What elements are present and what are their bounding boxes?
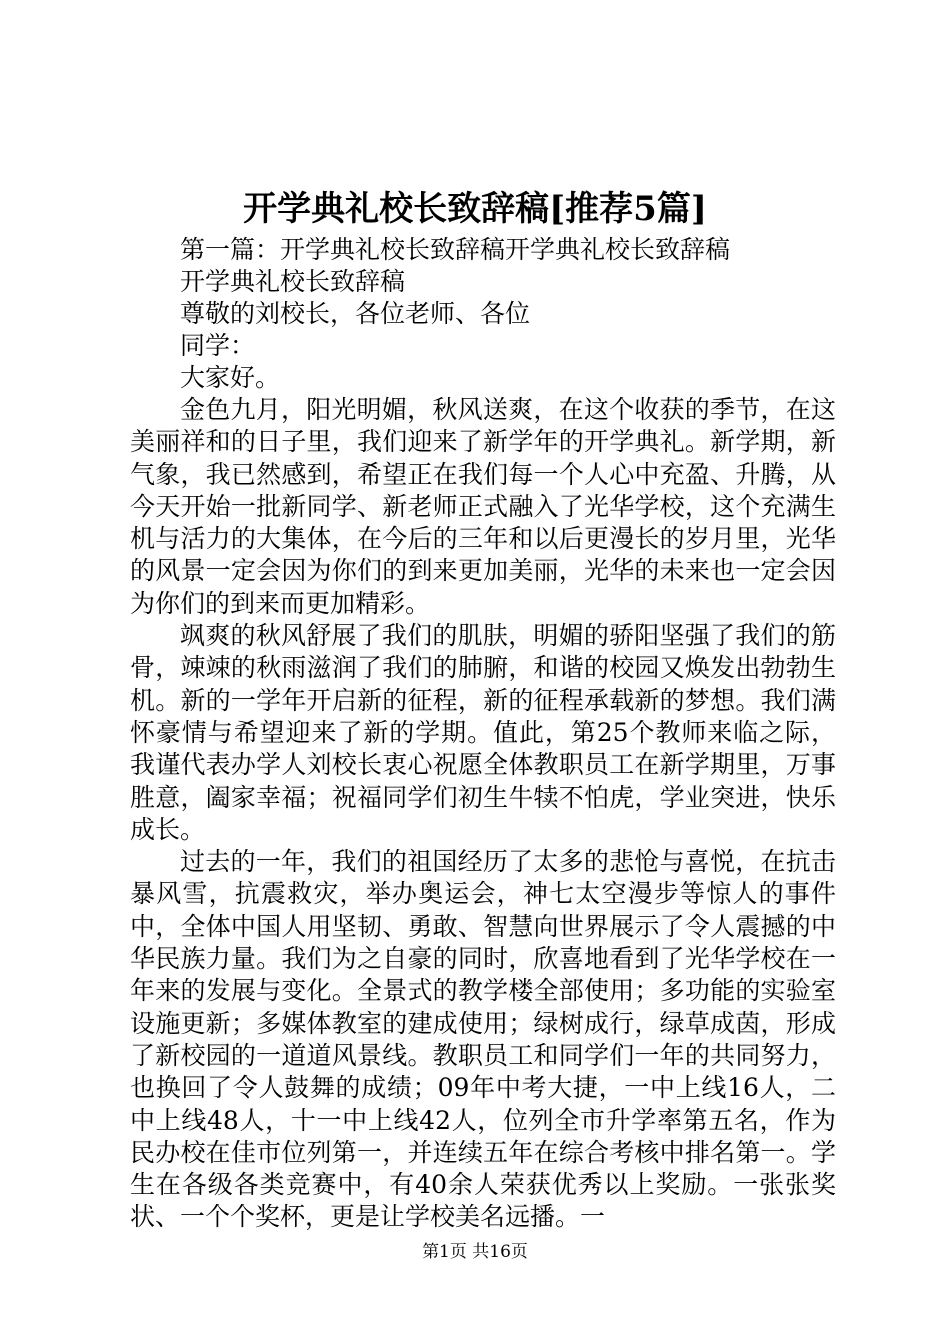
salutation-line: 尊敬的刘校长，各位老师、各位 <box>180 299 531 328</box>
greeting-line: 大家好。 <box>180 363 281 392</box>
paragraph: 过去的一年，我们的祖国经历了太多的悲怆与喜悦，在抗击暴风雪，抗震救灾，举办奥运会，神七太空漫步等惊人的事件中，全体中国人用坚韧、勇敢、智慧向世界展示了令人震撼的中华民族力量。我们为之自豪的同时，欣喜地看到了光华学校在一年来的发展与变化。全景式的教学楼全部使用；多功能的实验室设施更新；多媒体教室的建成使用；绿树成行，绿草成茵，形成了新校园的一道道风景线。教职员工和同学们一年的共同努力，也换回了令人鼓舞的成绩；09年中考大捷，一中上线16人，二中上线48人，十一中上线42人，位列全市升学率第五名，作为民办校在佳市位列第一，并连续五年在综合考核中排名第一。学生在各级各类竞赛中，有40余人荣获优秀以上奖励。一张张奖状、一个个奖杯，更是让学校美名远播。一 <box>130 847 836 1232</box>
heading-line: 第一篇：开学典礼校长致辞稿开学典礼校长致辞稿 <box>180 235 731 264</box>
heading-line: 开学典礼校长致辞稿 <box>180 267 406 296</box>
page-footer: 第1页 共16页 <box>422 1242 528 1262</box>
paragraph: 金色九月，阳光明媚，秋风送爽，在这个收获的季节，在这美丽祥和的日子里，我们迎来了新学年的开学典礼。新学期，新气象，我已然感到，希望正在我们每一个人心中充盈、升腾，从今天开始一批新同学、新老师正式融入了光华学校，这个充满生机与活力的大集体，在今后的三年和以后更漫长的岁月里，光华的风景一定会因为你们的到来更加美丽，光华的未来也一定会因为你们的到来而更加精彩。 <box>130 395 836 618</box>
document-title: 开学典礼校长致辞稿[推荐5篇] <box>243 189 707 229</box>
salutation-line: 同学： <box>180 331 256 360</box>
paragraph: 飒爽的秋风舒展了我们的肌肤，明媚的骄阳坚强了我们的筋骨，竦竦的秋雨滋润了我们的肺腑，和谐的校园又焕发出勃勃生机。新的一学年开启新的征程，新的征程承载新的梦想。我们满怀豪情与希望迎来了新的学期。值此，第25个教师来临之际，我谨代表办学人刘校长衷心祝愿全体教职员工在新学期里，万事胜意，阖家幸福；祝福同学们初生牛犊不怕虎，学业突进，快乐成长。 <box>130 621 836 844</box>
document-body <box>130 234 836 1234</box>
